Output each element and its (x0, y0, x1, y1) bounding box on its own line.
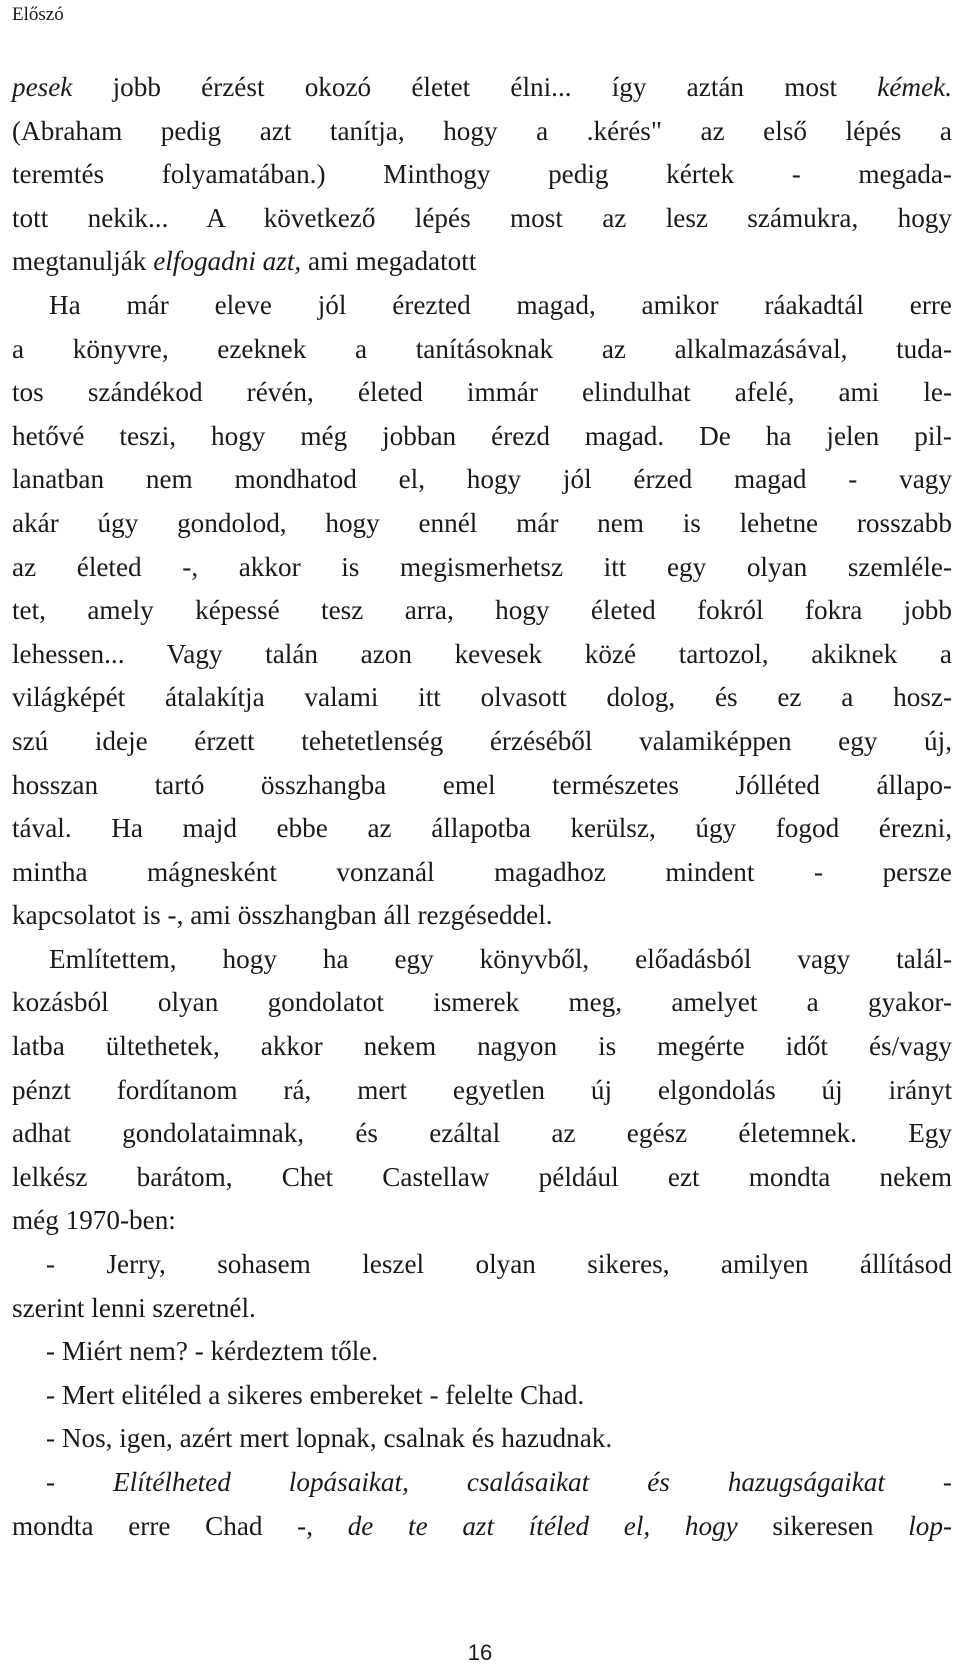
text-span: sikeresen (737, 1510, 909, 1541)
text-line: kozásból olyan gondolatot ismerek meg, amelyet a gyakor- (12, 987, 952, 1018)
page-body-text (12, 66, 952, 1548)
italic-text: pesek (12, 72, 73, 102)
text-line: mintha mágnesként vonzanál magadhoz mindent - persze (12, 856, 952, 887)
italic-text: elfogadni azt, (153, 246, 302, 277)
text-line: akár úgy gondolod, hogy ennél már nem is lehetne rosszabb (12, 507, 952, 538)
text-span: jobb érzést okozó életet élni... így aztán most (72, 72, 878, 102)
text-span: - (884, 1467, 952, 1497)
italic-text: lop- (908, 1510, 952, 1541)
italic-text: - Elítélheted lopásaikat, csalásaikat és hazugságaikat (46, 1467, 885, 1497)
running-header: Előszó (12, 4, 64, 25)
text-span: mondta erre Chad -, (12, 1510, 348, 1541)
page-number: 16 (467, 1640, 493, 1665)
text-line: tott nekik... A következő lépés most az lesz számukra, hogy (12, 202, 952, 233)
text-line: tával. Ha majd ebbe az állapotba kerülsz, úgy fogod érezni, (12, 813, 952, 844)
dialogue-line: - Miért nem? - kérdeztem tőle. (46, 1336, 379, 1367)
text-line: teremtés folyamatában.) Minthogy pedig kértek - megada- (12, 159, 952, 190)
dialogue-line (12, 1461, 952, 1505)
text-line: lehessen... Vagy talán azon kevesek közé tartozol, akiknek a (12, 638, 952, 669)
text-line: még 1970-ben: (12, 1205, 176, 1236)
text-span: megtanulják (12, 246, 154, 277)
italic-text: kémek. (877, 72, 952, 102)
text-line: kapcsolatot is -, ami összhangban áll rezgéseddel. (12, 900, 553, 931)
text-line: tet, amely képessé tesz arra, hogy életed fokról fokra jobb (12, 595, 952, 626)
text-line (12, 240, 952, 284)
italic-text: de te azt ítéled el, hogy (347, 1510, 738, 1541)
text-line: szú ideje érzett tehetetlenség érzéséből valamiképpen egy új, (12, 725, 952, 756)
text-span: ami megadatott (301, 246, 477, 277)
text-line: Említettem, hogy ha egy könyvből, előadásból vagy talál- (49, 943, 952, 974)
text-line: (Abraham pedig azt tanítja, hogy a .kérés" az első lépés a (12, 115, 952, 146)
text-line: adhat gondolataimnak, és ezáltal az egész életemnek. Egy (12, 1118, 952, 1149)
text-line: lelkész barátom, Chet Castellaw például ezt mondta nekem (12, 1161, 952, 1192)
text-line: pénzt fordítanom rá, mert egyetlen új elgondolás új irányt (12, 1074, 952, 1105)
dialogue-line: szerint lenni szeretnél. (12, 1292, 256, 1323)
text-line: a könyvre, ezeknek a tanításoknak az alkalmazásával, tuda- (12, 333, 952, 364)
text-line: az életed -, akkor is megismerhetsz itt egy olyan szemlélе- (12, 551, 952, 582)
text-line: hetővé teszi, hogy még jobban érezd magad. De ha jelen pil- (12, 420, 952, 451)
text-line: világképét átalakítja valami itt olvasott dolog, és ez a hosz- (12, 682, 952, 713)
dialogue-line: - Jerry, sohasem leszel olyan sikeres, amilyen állításod (46, 1249, 952, 1280)
text-line: Ha már eleve jól érezted magad, amikor ráakadtál erre (49, 289, 952, 320)
text-line: tos szándékod révén, életed immár elindulhat afelé, ami le- (12, 377, 952, 408)
text-line (12, 66, 952, 110)
dialogue-line: - Mert elitéled a sikeres embereket - felelte Chad. (46, 1379, 585, 1410)
text-line: hosszan tartó összhangba emel természetes Jólléted állapo- (12, 769, 952, 800)
dialogue-line: - Nos, igen, azért mert lopnak, csalnak és hazudnak. (46, 1423, 613, 1454)
text-line: lanatban nem mondhatod el, hogy jól érzed magad - vagy (12, 464, 952, 495)
dialogue-line (12, 1505, 952, 1549)
text-line: latba ültethetek, akkor nekem nagyon is megérte időt és/vagy (12, 1031, 952, 1062)
